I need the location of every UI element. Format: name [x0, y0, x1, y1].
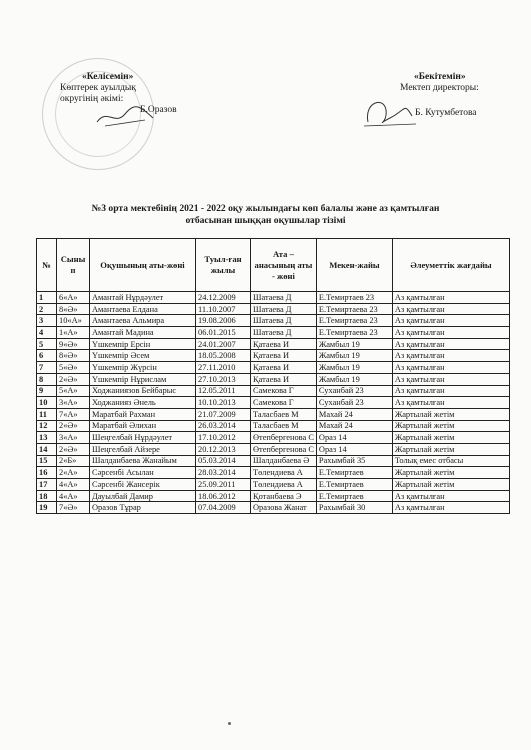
table-cell: Шатаева Д: [251, 303, 317, 315]
table-cell: 4«А»: [57, 479, 90, 491]
table-row: [37, 490, 510, 502]
table-cell: Қатаева И: [251, 362, 317, 374]
table-cell: Ходжаниязов Бейбарыс: [90, 385, 196, 397]
table-cell: 5«А»: [57, 385, 90, 397]
table-row: [37, 408, 510, 420]
table-row: [37, 432, 510, 444]
table-cell: Аз қамтылған: [392, 327, 509, 339]
table-cell: 4«А»: [57, 490, 90, 502]
column-header: Ата – анасының аты - жөні: [251, 239, 317, 292]
table-cell: Жамбыл 19: [316, 373, 392, 385]
table-row: [37, 303, 510, 315]
table-cell: 24.01.2007: [196, 338, 251, 350]
table-cell: Махай 24: [316, 420, 392, 432]
table-row: [37, 397, 510, 409]
table-cell: Толық емес отбасы: [392, 455, 509, 467]
table-row: [37, 479, 510, 491]
table-cell: 3: [37, 315, 57, 327]
table-cell: Аз қамтылған: [392, 292, 509, 304]
table-cell: Маратбай Рахман: [90, 408, 196, 420]
table-cell: Аз қамтылған: [392, 502, 509, 514]
table-cell: Жартылай жетім: [392, 443, 509, 455]
table-cell: 2«Б»: [57, 455, 90, 467]
table-cell: Қатаева И: [251, 373, 317, 385]
table-cell: Жамбыл 19: [316, 362, 392, 374]
table-cell: Аз қамтылған: [392, 373, 509, 385]
table-cell: 06.01.2015: [196, 327, 251, 339]
table-cell: Е.Темиртаева 23: [316, 303, 392, 315]
table-cell: Шалданбаева Жанайым: [90, 455, 196, 467]
table-row: [37, 420, 510, 432]
table-cell: Е.Темиртаева 23: [316, 327, 392, 339]
title-line-2: отбасынан шыққан оқушылар тізімі: [185, 214, 346, 226]
table-cell: Аз қамтылған: [392, 338, 509, 350]
table-header-row: [37, 239, 510, 292]
table-cell: 25.09.2011: [196, 479, 251, 491]
table-cell: Үшкемпір Жүрсін: [90, 362, 196, 374]
table-row: [37, 373, 510, 385]
approval-right-name: Б. Кутумбетова: [415, 108, 477, 118]
table-cell: Ходжанияз Әнель: [90, 397, 196, 409]
approval-left: [60, 72, 250, 116]
document-title: [20, 203, 511, 226]
page-mark: [228, 722, 231, 725]
table-cell: Аз қамтылған: [392, 350, 509, 362]
table-cell: Шатаева Д: [251, 292, 317, 304]
table-cell: 7«А»: [57, 408, 90, 420]
table-row: [37, 338, 510, 350]
table-row: [37, 327, 510, 339]
table-cell: 8: [37, 373, 57, 385]
table-cell: Суханбай 23: [316, 385, 392, 397]
column-header: Оқушының аты-жөні: [90, 239, 196, 292]
table-row: [37, 455, 510, 467]
table-cell: 7: [37, 362, 57, 374]
table-cell: Е.Темиртаев 23: [316, 292, 392, 304]
table-cell: 8«Ә»: [57, 303, 90, 315]
table-cell: Шатаева Д: [251, 315, 317, 327]
table-cell: Шеңгелбай Нұрдәулет: [90, 432, 196, 444]
table-cell: 15: [37, 455, 57, 467]
approval-right-line1: Мектеп директоры:: [400, 83, 479, 93]
table-cell: Сәрсенбі Жансерік: [90, 479, 196, 491]
table-row: [37, 350, 510, 362]
table-cell: Жартылай жетім: [392, 408, 509, 420]
table-cell: 4: [37, 327, 57, 339]
table-cell: 7«Ә»: [57, 502, 90, 514]
table-cell: 05.03.2014: [196, 455, 251, 467]
table-row: [37, 502, 510, 514]
table-cell: Аз қамтылған: [392, 385, 509, 397]
table-cell: Таласбаев М: [251, 408, 317, 420]
table-cell: Амантаева Елдана: [90, 303, 196, 315]
table-cell: Махай 24: [316, 408, 392, 420]
table-row: [37, 467, 510, 479]
table-cell: Рахымбай 35: [316, 455, 392, 467]
table-cell: 2«А»: [57, 467, 90, 479]
table-cell: 1: [37, 292, 57, 304]
table-cell: Қатаева И: [251, 338, 317, 350]
table-cell: 21.07.2009: [196, 408, 251, 420]
table-cell: Жамбыл 19: [316, 338, 392, 350]
table-cell: Үшкемпір Әсем: [90, 350, 196, 362]
table-cell: 07.04.2009: [196, 502, 251, 514]
table-cell: 19: [37, 502, 57, 514]
table-cell: Жамбыл 19: [316, 350, 392, 362]
table-cell: Амантай Нұрдәулет: [90, 292, 196, 304]
table-cell: 2«Ә»: [57, 443, 90, 455]
table-row: [37, 443, 510, 455]
table-cell: Өтепбергенова С: [251, 432, 317, 444]
table-cell: 27.10.2013: [196, 373, 251, 385]
table-cell: Үшкемпір Нұрислам: [90, 373, 196, 385]
table-cell: Амантаева Альмира: [90, 315, 196, 327]
table-cell: 1«А»: [57, 327, 90, 339]
table-cell: 18.06.2012: [196, 490, 251, 502]
table-cell: Е.Темиртаев: [316, 490, 392, 502]
approval-right-title: «Бекітемін»: [414, 72, 466, 82]
table-cell: 26.03.2014: [196, 420, 251, 432]
table-cell: Е.Темиртаев: [316, 467, 392, 479]
table-cell: Жартылай жетім: [392, 420, 509, 432]
table-cell: Самекова Г: [251, 385, 317, 397]
table-row: [37, 385, 510, 397]
table-cell: 17: [37, 479, 57, 491]
table-cell: 13: [37, 432, 57, 444]
table-cell: 20.12.2013: [196, 443, 251, 455]
table-cell: 11: [37, 408, 57, 420]
table-cell: Қотанбаева Э: [251, 490, 317, 502]
table-cell: 9: [37, 385, 57, 397]
table-cell: 11.10.2007: [196, 303, 251, 315]
table-cell: Аз қамтылған: [392, 490, 509, 502]
table-cell: 10: [37, 397, 57, 409]
table-cell: Аз қамтылған: [392, 397, 509, 409]
approval-left-line1: Көптерек ауылдық: [60, 83, 136, 93]
table-cell: Шалданбаева Ә: [251, 455, 317, 467]
table-cell: Шеңгелбай Айзере: [90, 443, 196, 455]
table-cell: 5: [37, 338, 57, 350]
table-cell: 5«Ә»: [57, 362, 90, 374]
table-cell: 6«А»: [57, 292, 90, 304]
table-cell: Оразов Тұрар: [90, 502, 196, 514]
approval-left-title: «Келісемін»: [82, 72, 134, 82]
table-row: [37, 292, 510, 304]
table-cell: Төлендиева А: [251, 479, 317, 491]
table-cell: Е.Темиртаева 23: [316, 315, 392, 327]
column-header: Туыл-ған жылы: [196, 239, 251, 292]
table-cell: 28.03.2014: [196, 467, 251, 479]
title-line-1: №3 орта мектебінің 2021 - 2022 оқу жылындағы көп балалы және аз қамтылған: [91, 203, 440, 214]
table-cell: 27.11.2010: [196, 362, 251, 374]
table-cell: 16: [37, 467, 57, 479]
approval-left-name: Б.Оразов: [140, 105, 177, 115]
table-cell: Төлендиева А: [251, 467, 317, 479]
table-cell: 24.12.2009: [196, 292, 251, 304]
table-cell: Аз қамтылған: [392, 362, 509, 374]
table-cell: 12.05.2011: [196, 385, 251, 397]
table-cell: Амантай Мадина: [90, 327, 196, 339]
table-row: [37, 362, 510, 374]
table-cell: Аз қамтылған: [392, 303, 509, 315]
table-cell: Дауылбай Дамир: [90, 490, 196, 502]
table-cell: 12: [37, 420, 57, 432]
table-cell: 3«А»: [57, 397, 90, 409]
table-cell: 2«Ә»: [57, 373, 90, 385]
table-cell: Сәрсенбі Асылан: [90, 467, 196, 479]
table-cell: 9«Ә»: [57, 338, 90, 350]
table-cell: 8«Ә»: [57, 350, 90, 362]
table-cell: 18.05.2008: [196, 350, 251, 362]
column-header: Сыны п: [57, 239, 90, 292]
table-cell: Маратбай Әлихан: [90, 420, 196, 432]
table-cell: Қатаева И: [251, 350, 317, 362]
table-body: [37, 292, 510, 514]
column-header: Әлеуметтік жағдайы: [392, 239, 509, 292]
table-cell: Аз қамтылған: [392, 315, 509, 327]
table-cell: Жартылай жетім: [392, 479, 509, 491]
table-cell: Оразова Жанат: [251, 502, 317, 514]
table-cell: Таласбаев М: [251, 420, 317, 432]
table-cell: Рахымбай 30: [316, 502, 392, 514]
column-header: Мекен-жайы: [316, 239, 392, 292]
table-cell: Жартылай жетім: [392, 467, 509, 479]
table-cell: Үшкемпір Ерсін: [90, 338, 196, 350]
students-table: [36, 238, 510, 514]
table-cell: Өтепбергенова С: [251, 443, 317, 455]
table-cell: Е.Темиртаев: [316, 479, 392, 491]
signature-right: [360, 92, 420, 132]
table-cell: 2«Ә»: [57, 420, 90, 432]
table-cell: 10.10.2013: [196, 397, 251, 409]
table-cell: 14: [37, 443, 57, 455]
table-cell: Суханбай 23: [316, 397, 392, 409]
table-cell: 18: [37, 490, 57, 502]
table-cell: 2: [37, 303, 57, 315]
signature-left: [95, 100, 155, 130]
column-header: №: [37, 239, 57, 292]
table-cell: Ораз 14: [316, 443, 392, 455]
table-cell: Жартылай жетім: [392, 432, 509, 444]
table-cell: 19.08.2006: [196, 315, 251, 327]
table-cell: 10«А»: [57, 315, 90, 327]
table-cell: Самекова Г: [251, 397, 317, 409]
table-cell: 17.10.2012: [196, 432, 251, 444]
table-cell: Ораз 14: [316, 432, 392, 444]
table-cell: 3«А»: [57, 432, 90, 444]
approval-left-line2: округінің әкімі:: [60, 94, 124, 104]
table-cell: Шатаева Д: [251, 327, 317, 339]
table-cell: 6: [37, 350, 57, 362]
table-row: [37, 315, 510, 327]
